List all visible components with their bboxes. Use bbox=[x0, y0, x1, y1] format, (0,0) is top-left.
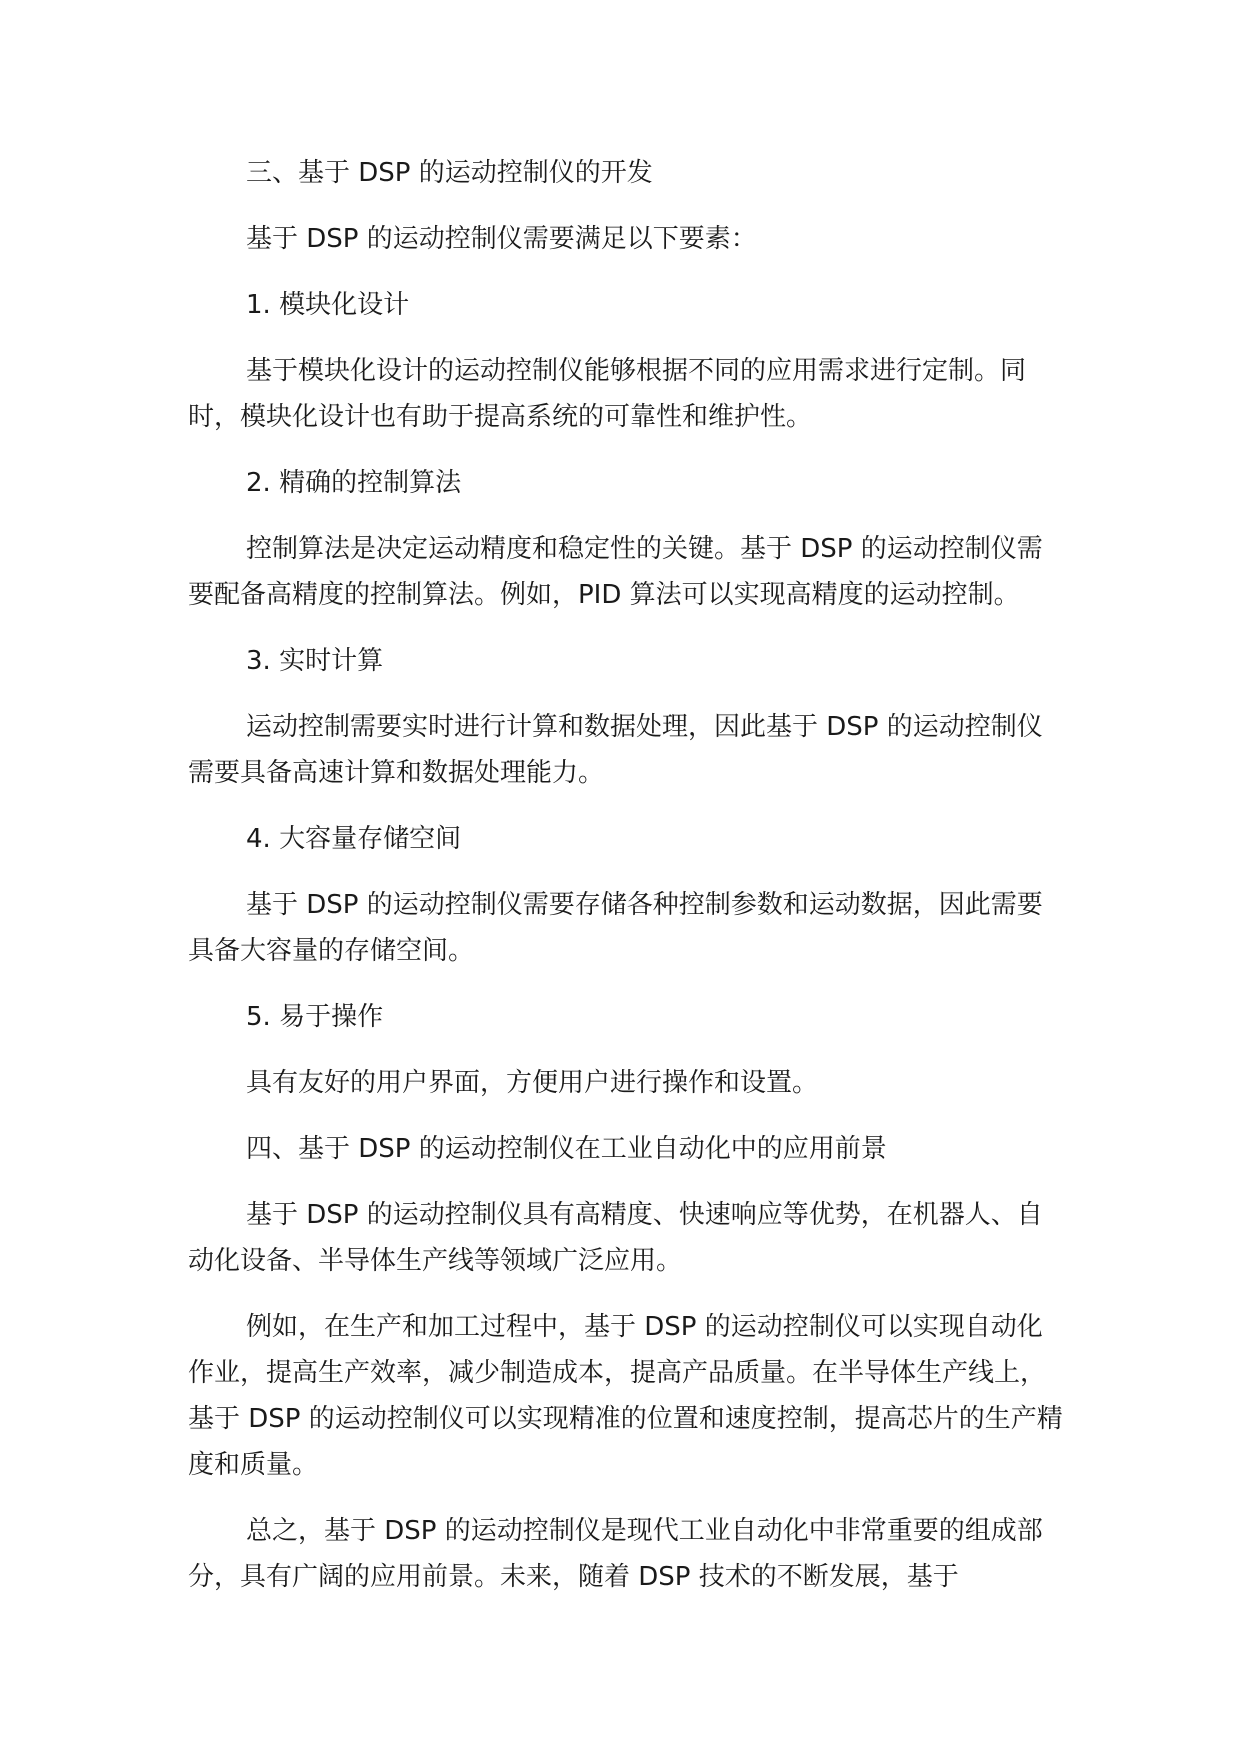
paragraph: 基于 DSP 的运动控制仪具有高精度、快速响应等优势，在机器人、自动化设备、半导体生产线等领域广泛应用。 bbox=[188, 1200, 1043, 1276]
paragraph: 控制算法是决定运动精度和稳定性的关键。基于 DSP 的运动控制仪需要配备高精度的控制算法。例如，PID 算法可以实现高精度的运动控制。 bbox=[188, 534, 1043, 610]
list-item-heading: 2. 精确的控制算法 bbox=[246, 468, 462, 498]
list-item-heading: 3. 实时计算 bbox=[246, 646, 384, 676]
section-heading: 三、基于 DSP 的运动控制仪的开发 bbox=[246, 158, 653, 188]
paragraph: 例如，在生产和加工过程中，基于 DSP 的运动控制仪可以实现自动化作业，提高生产效率，减少制造成本，提高产品质量。在半导体生产线上，基于 DSP 的运动控制仪可以实现精准的位置和速度控制，提高芯片的生产精度和质量。 bbox=[188, 1312, 1063, 1480]
paragraph: 具有友好的用户界面，方便用户进行操作和设置。 bbox=[246, 1068, 819, 1098]
list-item-heading: 4. 大容量存储空间 bbox=[246, 824, 462, 854]
document-body bbox=[188, 150, 1068, 1620]
paragraph: 基于 DSP 的运动控制仪需要满足以下要素： bbox=[246, 224, 757, 254]
paragraph: 基于 DSP 的运动控制仪需要存储各种控制参数和运动数据，因此需要具备大容量的存储空间。 bbox=[188, 890, 1043, 966]
list-item-heading: 5. 易于操作 bbox=[246, 1002, 384, 1032]
paragraph: 总之，基于 DSP 的运动控制仪是现代工业自动化中非常重要的组成部分，具有广阔的应用前景。未来，随着 DSP 技术的不断发展，基于 bbox=[188, 1516, 1043, 1592]
paragraph: 运动控制需要实时进行计算和数据处理，因此基于 DSP 的运动控制仪需要具备高速计算和数据处理能力。 bbox=[188, 712, 1043, 788]
paragraph: 基于模块化设计的运动控制仪能够根据不同的应用需求进行定制。同时，模块化设计也有助于提高系统的可靠性和维护性。 bbox=[188, 356, 1027, 432]
section-heading: 四、基于 DSP 的运动控制仪在工业自动化中的应用前景 bbox=[246, 1134, 887, 1164]
list-item-heading: 1. 模块化设计 bbox=[246, 290, 410, 320]
